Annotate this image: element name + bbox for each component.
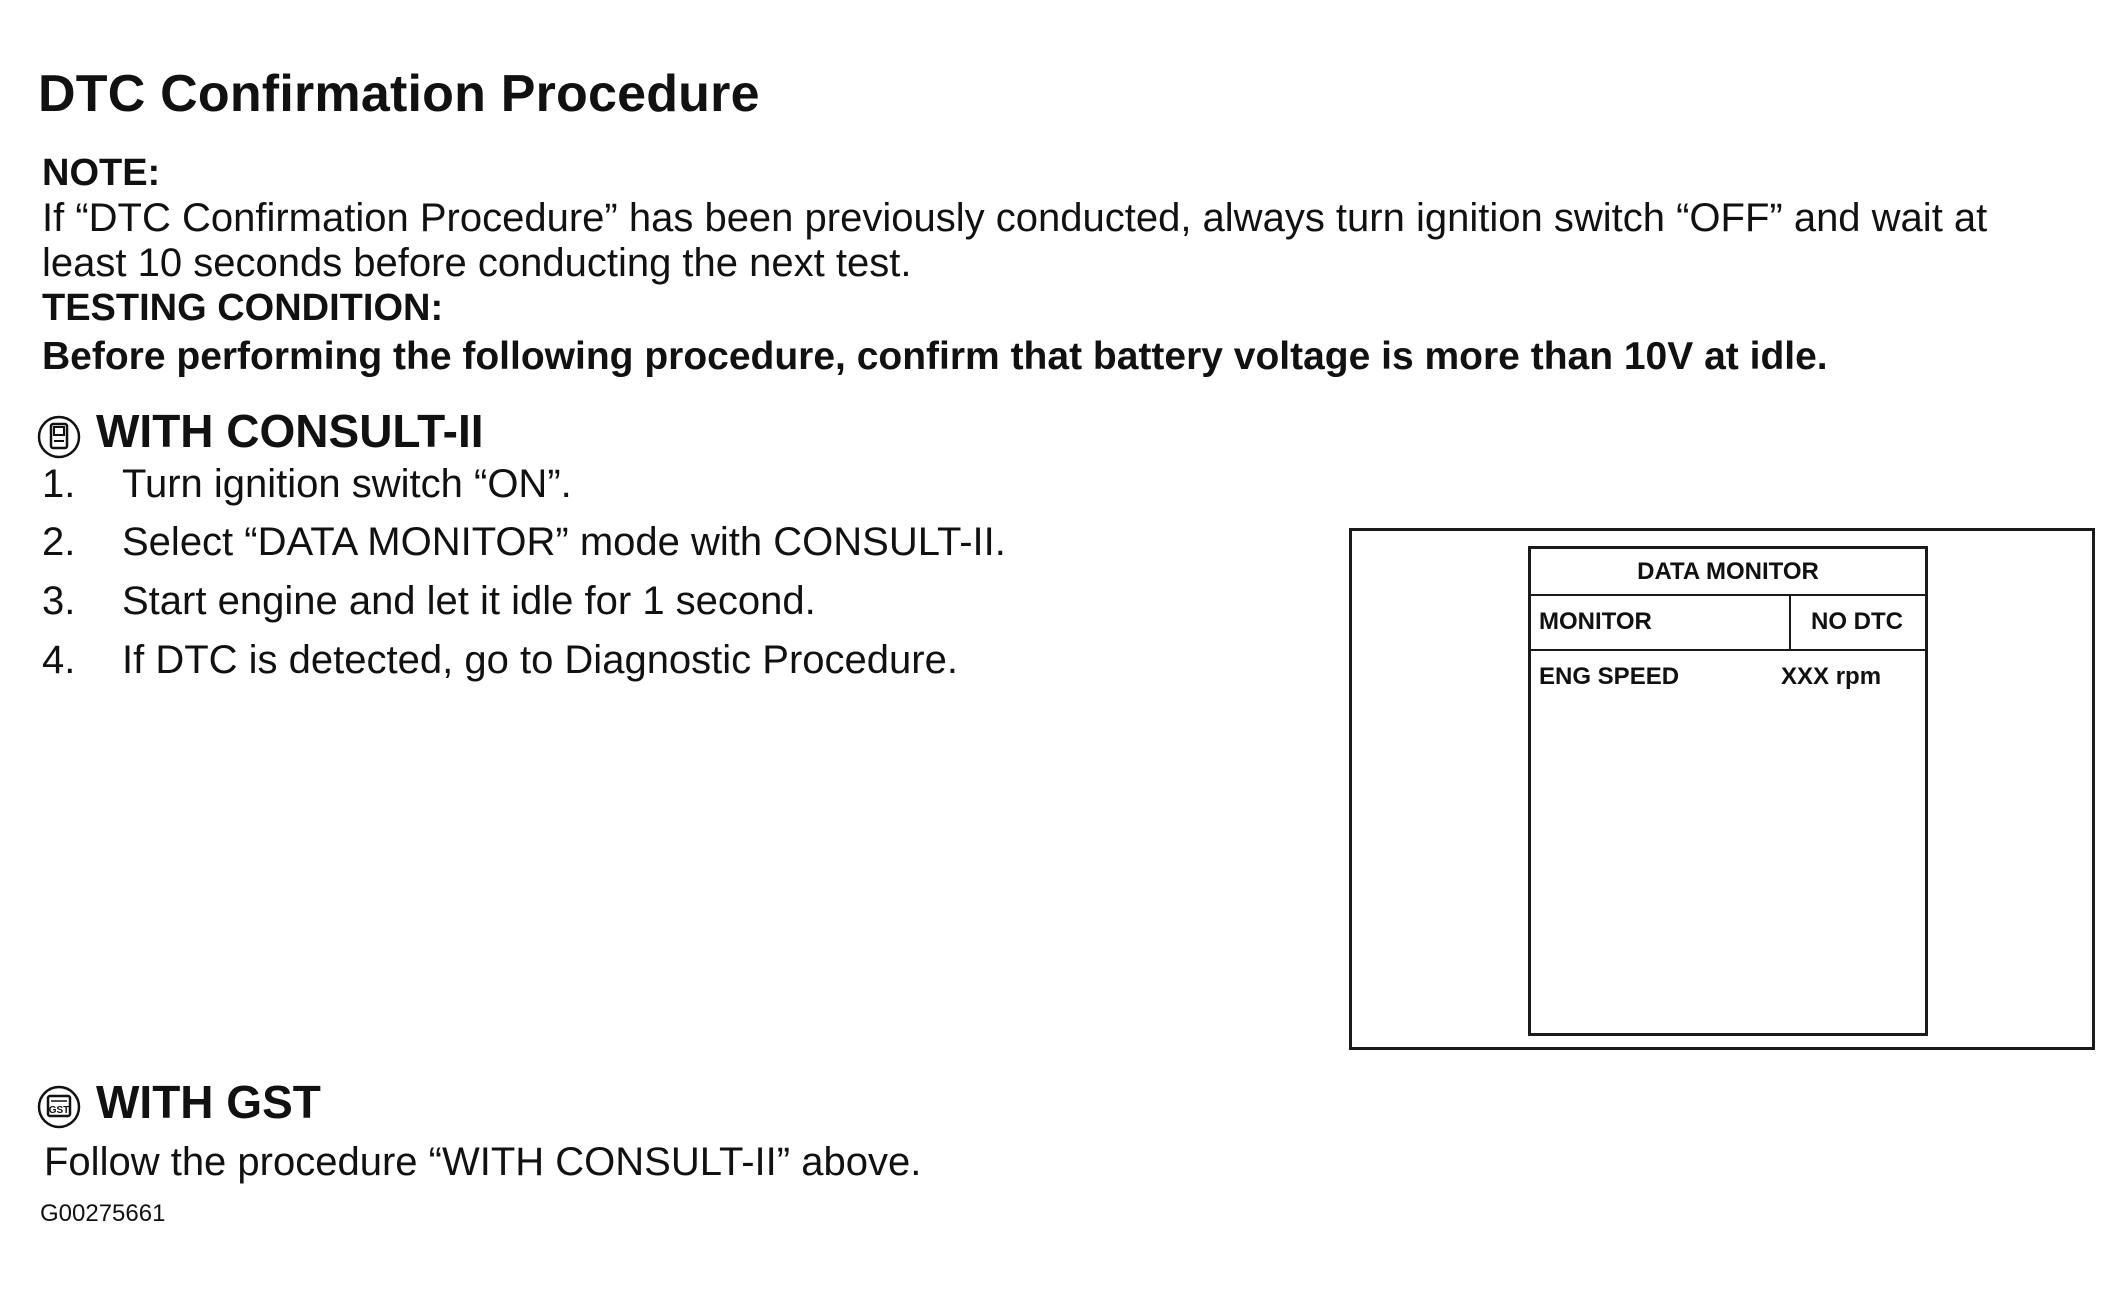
- screen-title: DATA MONITOR: [1531, 549, 1925, 596]
- note-text-line-2: least 10 seconds before conducting the next test.: [42, 241, 912, 285]
- with-consult-heading: WITH CONSULT-II: [96, 405, 484, 457]
- step-number: 1.: [42, 462, 76, 506]
- with-gst-heading: WITH GST: [96, 1076, 321, 1128]
- step-number: 4.: [42, 638, 76, 682]
- consult-ii-icon: [36, 414, 82, 460]
- data-monitor-screen: [1528, 546, 1928, 1036]
- screen-header: [1531, 594, 1925, 651]
- step-text: Turn ignition switch “ON”.: [122, 462, 572, 506]
- column-divider: [1789, 594, 1791, 649]
- gst-icon: [36, 1084, 82, 1130]
- eng-speed-label: ENG SPEED: [1539, 663, 1680, 690]
- no-dtc-label: NO DTC: [1811, 608, 1903, 635]
- testing-condition-label: TESTING CONDITION:: [42, 287, 444, 329]
- note-text-line-1: If “DTC Confirmation Procedure” has been previously conducted, always turn ignition switch “OFF” and wait at: [42, 196, 1988, 240]
- figure-code: G00275661: [40, 1200, 166, 1227]
- step-number: 2.: [42, 520, 76, 564]
- step-number: 3.: [42, 579, 76, 623]
- monitor-column-label: MONITOR: [1539, 608, 1652, 635]
- step-text: Start engine and let it idle for 1 second.: [122, 579, 816, 623]
- table-row: [1531, 659, 1925, 699]
- step-text: Select “DATA MONITOR” mode with CONSULT-II.: [122, 520, 1006, 564]
- gst-instruction: Follow the procedure “WITH CONSULT-II” above.: [44, 1140, 922, 1184]
- page-title: DTC Confirmation Procedure: [38, 65, 760, 123]
- eng-speed-value: XXX rpm: [1781, 663, 1882, 690]
- svg-text:GST: GST: [48, 1105, 70, 1116]
- step-text: If DTC is detected, go to Diagnostic Procedure.: [122, 638, 958, 682]
- note-label: NOTE:: [42, 152, 161, 194]
- testing-condition-text: Before performing the following procedure, confirm that battery voltage is more than 10V at idle.: [42, 335, 1828, 378]
